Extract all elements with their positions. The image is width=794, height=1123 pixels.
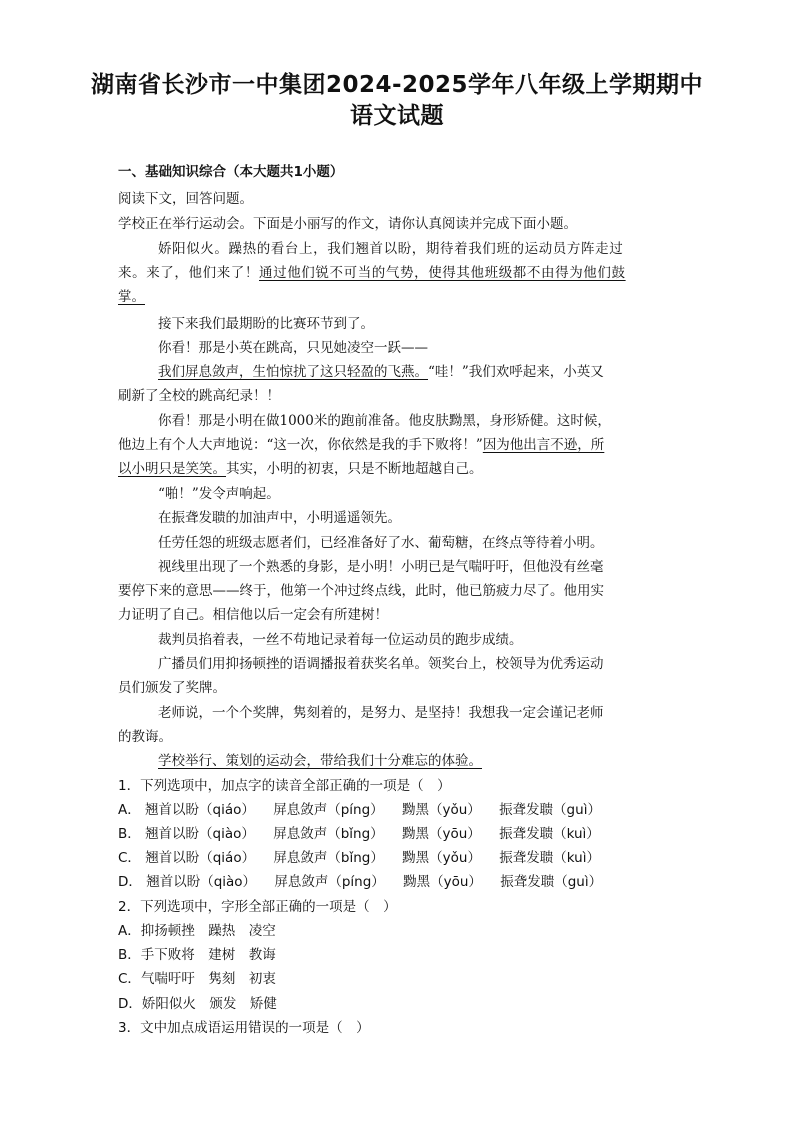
- exam-title: 湖南省长沙市一中集团2024-2025学年八年级上学期期中: [90, 72, 704, 98]
- answer-option: [118, 825, 678, 843]
- essay-line: [158, 752, 718, 770]
- answer-option: [118, 801, 678, 819]
- option-text: 手下败将 建树 教诲: [140, 947, 276, 963]
- underlined-sentence: 掌。: [118, 289, 145, 305]
- option-label: A．: [118, 802, 141, 818]
- question-stem: 3．文中加点成语运用错误的一项是（ ）: [118, 1020, 370, 1036]
- option-label: C．: [118, 850, 141, 866]
- option-word: 振聋发聩（guì）: [500, 874, 603, 890]
- essay-line: 在振聋发聩的加油声中，小明遥遥领先。: [158, 510, 401, 526]
- option-label: B．: [118, 947, 141, 963]
- essay-line: [158, 363, 718, 381]
- option-word: 翘首以盼（qiáo）: [145, 802, 255, 818]
- essay-text: 他边上有个人大声地说：“这一次，你依然是我的手下败将！”: [118, 437, 483, 453]
- essay-text: 来。来了，他们来了！: [118, 265, 259, 281]
- essay-line: 视线里出现了一个熟悉的身影，是小明！小明已是气喘吁吁，但他没有丝毫: [158, 559, 604, 575]
- option-word: 翘首以盼（qiào）: [145, 826, 255, 842]
- essay-line: 的教诲。: [118, 729, 172, 745]
- essay-line: [118, 264, 678, 282]
- option-word: 屏息敛声（píng）: [273, 802, 384, 818]
- option-text: 气喘吁吁 隽刻 初衷: [140, 971, 276, 987]
- answer-option: [118, 873, 678, 891]
- option-label: D．: [118, 874, 142, 890]
- essay-line: [118, 436, 678, 454]
- option-word: 振聋发聩（kuì）: [499, 850, 600, 866]
- underlined-sentence: 因为他出言不逊，所: [482, 437, 605, 453]
- intro-line: 阅读下文，回答问题。: [118, 191, 253, 207]
- option-word: 振聋发聩（guì）: [499, 802, 601, 818]
- option-word: 屏息敛声（bǐng）: [273, 850, 384, 866]
- essay-line: 员们颁发了奖牌。: [118, 680, 226, 696]
- essay-line: “啪！”发令声响起。: [158, 486, 280, 502]
- underlined-sentence: 以小明只是笑笑。: [118, 461, 226, 477]
- essay-line: 广播员们用抑扬顿挫的语调播报着获奖名单。领奖台上，校领导为优秀运动: [158, 656, 604, 672]
- answer-option: [118, 849, 678, 867]
- essay-line: 力证明了自己。相信他以后一定会有所建树！: [118, 607, 388, 623]
- answer-option: [118, 946, 678, 964]
- option-text: 抑扬顿挫 躁热 凌空: [140, 923, 276, 939]
- option-label: A．: [118, 923, 141, 939]
- answer-option: [118, 922, 678, 940]
- option-word: 屏息敛声（bǐng）: [273, 826, 384, 842]
- option-word: 黝黑（yōu）: [401, 826, 481, 842]
- essay-line: 老师说，一个个奖牌，隽刻着的，是努力、是坚持！我想我一定会谨记老师: [158, 705, 604, 721]
- option-word: 黝黑（yǒu）: [401, 802, 481, 818]
- option-label: B．: [118, 826, 141, 842]
- essay-text: “哇！”我们欢呼起来，小英又: [428, 364, 604, 380]
- essay-line: [118, 288, 678, 306]
- essay-line: 接下来我们最期盼的比赛环节到了。: [158, 316, 374, 332]
- answer-option: [118, 970, 678, 988]
- section-heading: 一、基础知识综合（本大题共1小题）: [118, 164, 344, 180]
- option-word: 屏息敛声（píng）: [274, 874, 385, 890]
- underlined-sentence: 我们屏息敛声，生怕惊扰了这只轻盈的飞燕。: [158, 364, 428, 380]
- option-label: D．: [118, 996, 142, 1012]
- essay-line: 娇阳似火。躁热的看台上，我们翘首以盼，期待着我们班的运动员方阵走过: [158, 241, 624, 257]
- essay-line: 你看！那是小明在做1000米的跑前准备。他皮肤黝黑，身形矫健。这时候，: [158, 413, 611, 429]
- option-word: 黝黑（yǒu）: [402, 850, 481, 866]
- option-label: C．: [118, 971, 141, 987]
- essay-line: 要停下来的意思——终于，他第一个冲过终点线，此时，他已筋疲力尽了。他用实: [118, 583, 604, 599]
- option-text: 娇阳似火 颁发 矫健: [141, 996, 277, 1012]
- question-stem: 2．下列选项中，字形全部正确的一项是（ ）: [118, 899, 397, 915]
- underlined-sentence: 学校举行、策划的运动会，带给我们十分难忘的体验。: [158, 753, 482, 769]
- essay-line: 你看！那是小英在跳高，只见她凌空一跃——: [158, 340, 428, 356]
- essay-line: 刷新了全校的跳高纪录！！: [118, 388, 280, 404]
- option-word: 黝黑（yōu）: [403, 874, 482, 890]
- question-stem: 1．下列选项中，加点字的读音全部正确的一项是（ ）: [118, 778, 451, 794]
- option-word: 振聋发聩（kuì）: [499, 826, 600, 842]
- essay-text: 其实，小明的初衷，只是不断地超越自己。: [226, 461, 483, 477]
- essay-line: 裁判员掐着表，一丝不苟地记录着每一位运动员的跑步成绩。: [158, 632, 523, 648]
- essay-line: 任劳任怨的班级志愿者们，已经准备好了水、葡萄糖，在终点等待着小明。: [158, 535, 604, 551]
- option-word: 翘首以盼（qiáo）: [145, 850, 256, 866]
- intro-line: 学校正在举行运动会。下面是小丽写的作文，请你认真阅读并完成下面小题。: [118, 216, 577, 232]
- essay-line: [118, 460, 678, 478]
- option-word: 翘首以盼（qiào）: [146, 874, 257, 890]
- answer-option: [118, 995, 678, 1013]
- underlined-sentence: 通过他们锐不可当的气势，使得其他班级都不由得为他们鼓: [259, 265, 626, 281]
- exam-subtitle: 语文试题: [350, 103, 444, 129]
